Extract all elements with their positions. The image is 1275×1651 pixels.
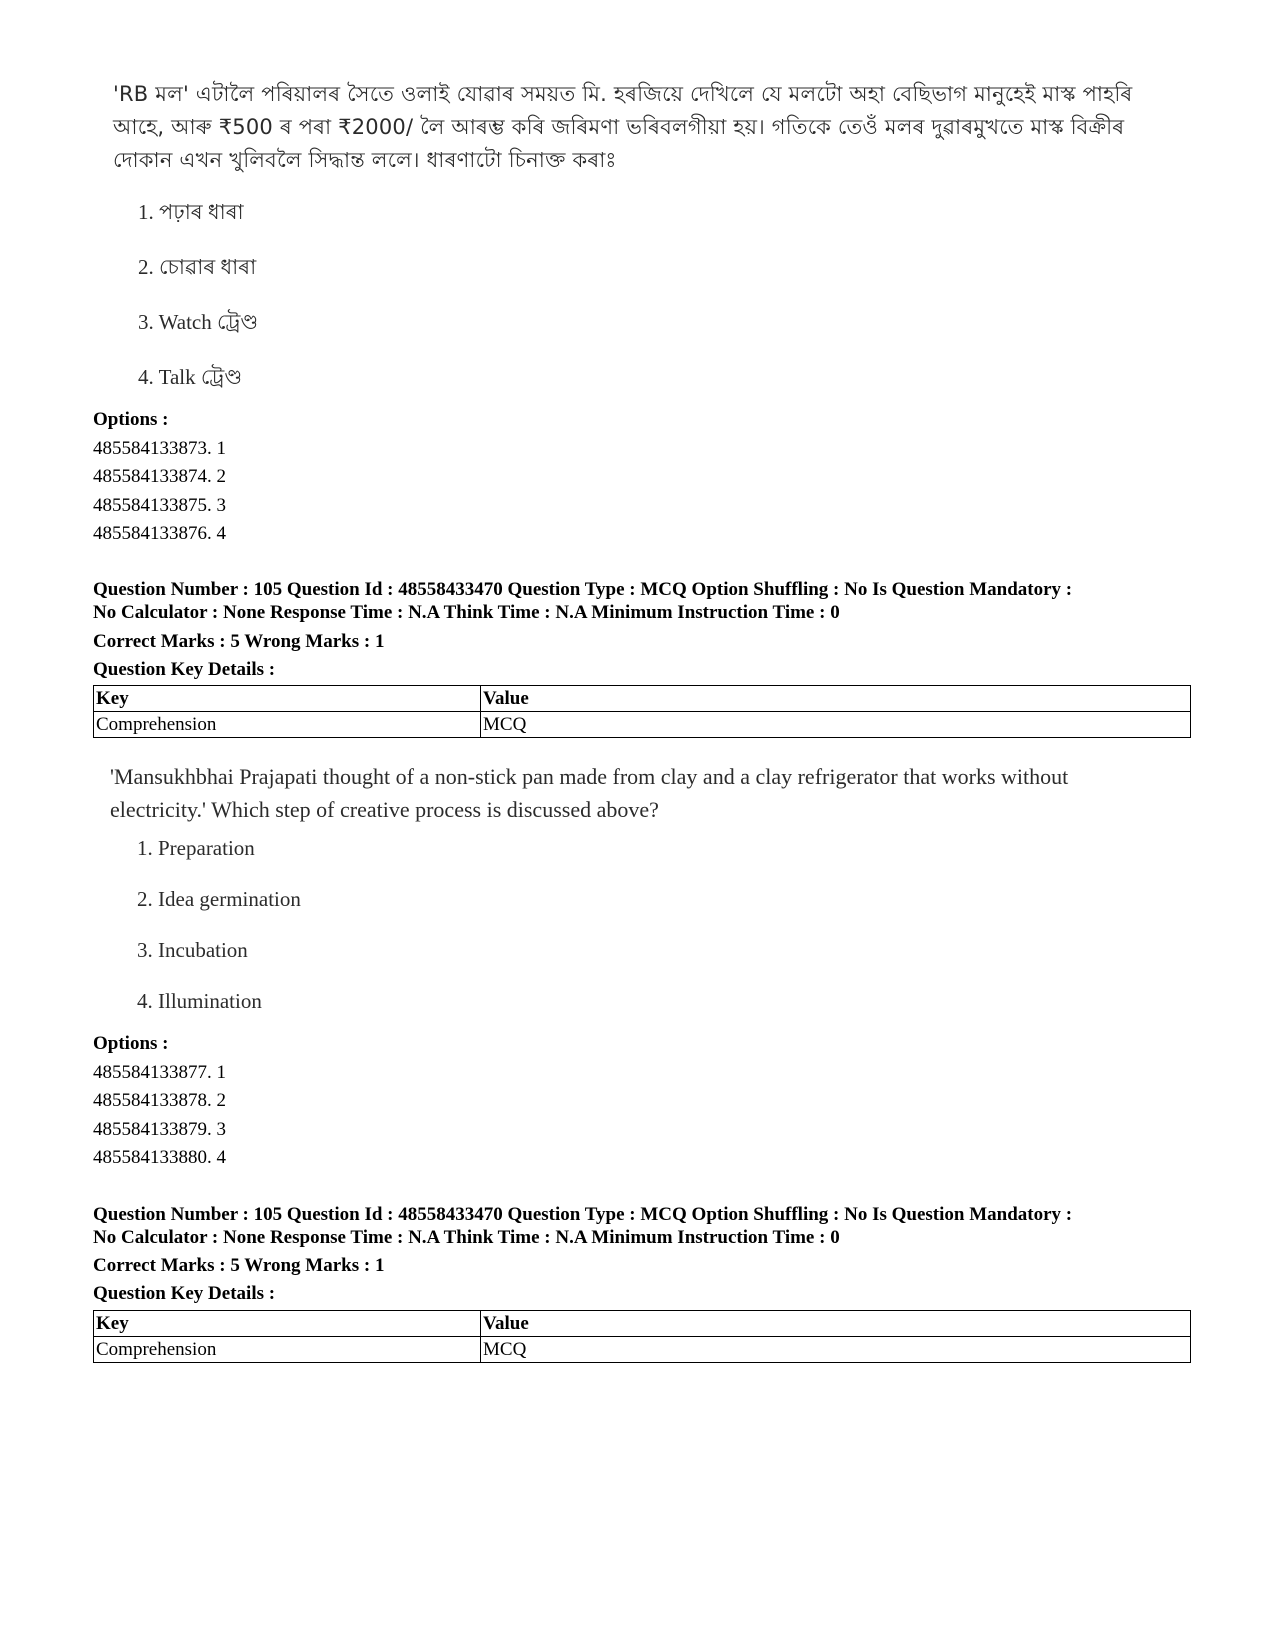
- options-block-1: [93, 406, 226, 549]
- table-cell-value: MCQ: [481, 1337, 1191, 1363]
- question-meta-line: Question Number : 105 Question Id : 48558433470 Question Type : MCQ Option Shuffling : No Is Question Mandatory :: [93, 579, 1073, 600]
- key-details-table: [93, 685, 1191, 738]
- question-meta-1: [93, 578, 1072, 624]
- passage-line: electricity.' Which step of creative process is discussed above?: [110, 797, 659, 822]
- key-details-label: Question Key Details :: [93, 1283, 276, 1304]
- passage-line: 'Mansukhbhai Prajapati thought of a non-stick pan made from clay and a clay refrigerator that works without: [110, 764, 1069, 789]
- table-header-value: Value: [481, 1311, 1191, 1337]
- question-1-choice: 3. Watch ট্ৰেণ্ড: [138, 310, 259, 334]
- option-item: 485584133876. 4: [93, 523, 226, 544]
- table-header-row: [94, 1311, 1191, 1337]
- question-1-choice: 2. চোৱাৰ ধাৰা: [138, 255, 257, 279]
- question-2-choice: 4. Illumination: [137, 989, 262, 1013]
- table-header-value: Value: [481, 686, 1191, 712]
- question-2-image: [110, 760, 1180, 1030]
- option-item: 485584133873. 1: [93, 437, 226, 459]
- option-item: 485584133880. 4: [93, 1147, 226, 1168]
- question-1-passage: 'RB মল' এটালৈ পৰিয়ালৰ সৈতে ওলাই যোৱাৰ সময়ত মি. হৰজিয়ে দেখিলে যে মলটো অহা বেছিভাগ মানুহেই মাস্ক পাহৰি আহে, আৰু ₹500 ৰ পৰা ₹2000/ লৈ আৰম্ভ কৰি জৰিমণা ভৰিবলগীয়া হয়। গতিকে তেওঁ মলৰ দুৱাৰমুখতে মাস্ক বিক্ৰীৰ দোকান এখন খুলিবলৈ সিদ্ধান্ত ললে। ধাৰণাটো চিনাক্ত কৰাঃ: [113, 82, 1133, 172]
- question-2-choice: 3. Incubation: [137, 938, 248, 962]
- options-block-2: [93, 1030, 226, 1173]
- question-1-image: [113, 78, 1173, 408]
- question-2-choice: 2. Idea germination: [137, 887, 301, 911]
- table-header-key: Key: [94, 686, 481, 712]
- option-item: 485584133879. 3: [93, 1118, 226, 1140]
- table-cell-key: Comprehension: [94, 712, 481, 738]
- table-header-key: Key: [94, 1311, 481, 1337]
- marks-line: Correct Marks : 5 Wrong Marks : 1: [93, 631, 385, 652]
- table-cell-key: Comprehension: [94, 1337, 481, 1363]
- key-details-table: [93, 1310, 1191, 1363]
- options-label: Options :: [93, 1033, 169, 1054]
- question-meta-line: No Calculator : None Response Time : N.A Think Time : N.A Minimum Instruction Time : 0: [93, 602, 840, 623]
- table-row: [94, 1337, 1191, 1363]
- question-2-passage: [110, 760, 1180, 826]
- question-1-choice: 4. Talk ট্ৰেণ্ড: [138, 365, 243, 389]
- option-item: 485584133878. 2: [93, 1090, 226, 1111]
- question-meta-2: [93, 1203, 1072, 1249]
- key-details-label: Question Key Details :: [93, 659, 276, 680]
- option-item: 485584133874. 2: [93, 466, 226, 487]
- question-meta-line: Question Number : 105 Question Id : 48558433470 Question Type : MCQ Option Shuffling : No Is Question Mandatory :: [93, 1204, 1073, 1225]
- option-item: 485584133877. 1: [93, 1061, 226, 1083]
- table-cell-value: MCQ: [481, 712, 1191, 738]
- table-row: [94, 712, 1191, 738]
- option-item: 485584133875. 3: [93, 494, 226, 516]
- question-meta-line: No Calculator : None Response Time : N.A Think Time : N.A Minimum Instruction Time : 0: [93, 1227, 840, 1248]
- options-label: Options :: [93, 409, 169, 430]
- table-header-row: [94, 686, 1191, 712]
- question-1-choice: 1. পঢ়াৰ ধাৰা: [138, 200, 244, 224]
- marks-line: Correct Marks : 5 Wrong Marks : 1: [93, 1255, 385, 1276]
- question-2-choice: 1. Preparation: [137, 836, 255, 860]
